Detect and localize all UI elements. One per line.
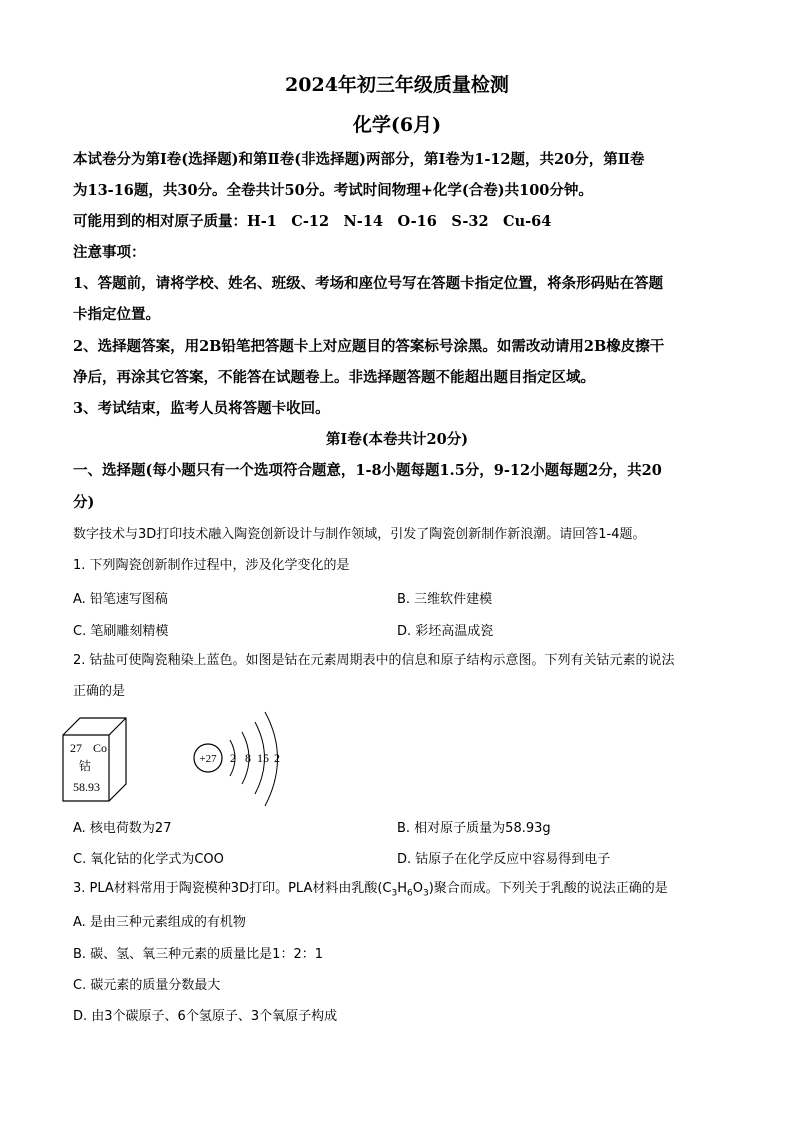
q3-option-d: D. 由3个碳原子、6个氢原子、3个氧原子构成 — [73, 1009, 338, 1024]
notice-1a: 1、答题前，请将学校、姓名、班级、考场和座位号写在答题卡指定位置，将条形码贴在答题 — [73, 275, 664, 292]
q2-option-b: B. 相对原子质量为58.93g — [397, 821, 551, 836]
electron-count-shell-3: 15 — [257, 751, 269, 765]
electron-count-shell-4: 2 — [274, 751, 280, 765]
element-symbol: Co — [93, 741, 108, 755]
atom-structure-diagram — [190, 710, 300, 810]
q3-stem-part: )聚合而成。下列关于乳酸的说法正确的是 — [428, 881, 668, 896]
q3-option-a: A. 是由三种元素组成的有机物 — [73, 915, 246, 930]
element-name: 钴 — [79, 759, 92, 773]
q3-option-c: C. 碳元素的质量分数最大 — [73, 978, 221, 993]
formula-element: O — [412, 881, 423, 896]
q1-option-c: C. 笔刷雕刻精模 — [73, 624, 169, 639]
q2-option-c: C. 氧化钴的化学式为COO — [73, 852, 224, 867]
q3-stem — [73, 879, 733, 904]
section-heading-a: 一、选择题(每小题只有一个选项符合题意，1-8小题每题1.5分，9-12小题每题2分，共20 — [73, 462, 662, 479]
electron-count-shell-2: 8 — [245, 751, 251, 765]
q2-option-d: D. 钴原子在化学反应中容易得到电子 — [397, 852, 611, 867]
q1-option-d: D. 彩坯高温成瓷 — [397, 624, 494, 639]
nucleus-charge: +27 — [199, 753, 217, 765]
q2-option-a: A. 核电荷数为27 — [73, 821, 172, 836]
notice-2a: 2、选择题答案，用2B铅笔把答题卡上对应题目的答案标号涂黑。如需改动请用2B橡皮擦干 — [73, 338, 665, 355]
element-atomic-number: 27 — [70, 741, 82, 755]
exam-title: 2024年初三年级质量检测 — [285, 74, 509, 96]
part1-heading: 第Ⅰ卷(本卷共计20分) — [325, 431, 469, 448]
question-context: 数字技术与3D打印技术融入陶瓷创新设计与制作领域，引发了陶瓷创新制作新浪潮。请回答1-4题。 — [73, 527, 646, 542]
electron-count-shell-1: 2 — [230, 751, 236, 765]
notice-3: 3、考试结束，监考人员将答题卡收回。 — [73, 400, 330, 417]
q2-stem-b: 正确的是 — [73, 684, 126, 699]
exam-subtitle: 化学(6月) — [352, 114, 442, 136]
notice-1b: 卡指定位置。 — [73, 306, 160, 323]
q3-stem-part: 3. PLA材料常用于陶瓷模种3D打印。PLA材料由乳酸(C — [73, 881, 392, 896]
notice-2b: 净后，再涂其它答案，不能答在试题卷上。非选择题答题不能超出题目指定区域。 — [73, 369, 595, 386]
intro-line-1: 本试卷分为第Ⅰ卷(选择题)和第Ⅱ卷(非选择题)两部分，第Ⅰ卷为1-12题，共20分，第Ⅱ卷 — [73, 151, 645, 168]
formula-subscript: 3 — [391, 888, 398, 899]
q1-stem: 1. 下列陶瓷创新制作过程中，涉及化学变化的是 — [73, 558, 350, 573]
q1-option-b: B. 三维软件建模 — [397, 592, 493, 607]
q1-option-a: A. 铅笔速写图稿 — [73, 592, 168, 607]
formula-element: H — [397, 881, 408, 896]
formula-subscript: 6 — [407, 888, 413, 899]
section-heading-b: 分) — [73, 494, 95, 511]
q3-option-b: B. 碳、氢、氧三种元素的质量比是1：2：1 — [73, 947, 323, 962]
atomic-mass-line: 可能用到的相对原子质量：H-1 C-12 N-14 O-16 S-32 Cu-64 — [73, 213, 552, 230]
intro-line-2: 为13-16题，共30分。全卷共计50分。考试时间物理+化学(合卷)共100分钟。 — [73, 182, 593, 199]
q2-stem-a: 2. 钴盐可使陶瓷釉染上蓝色。如图是钴在元素周期表中的信息和原子结构示意图。下列有关钴元素的说法 — [73, 653, 675, 668]
formula-subscript: 3 — [423, 888, 429, 899]
notice-title: 注意事项： — [73, 244, 146, 261]
element-atomic-mass: 58.93 — [73, 780, 100, 794]
element-cell-figure — [60, 715, 160, 805]
